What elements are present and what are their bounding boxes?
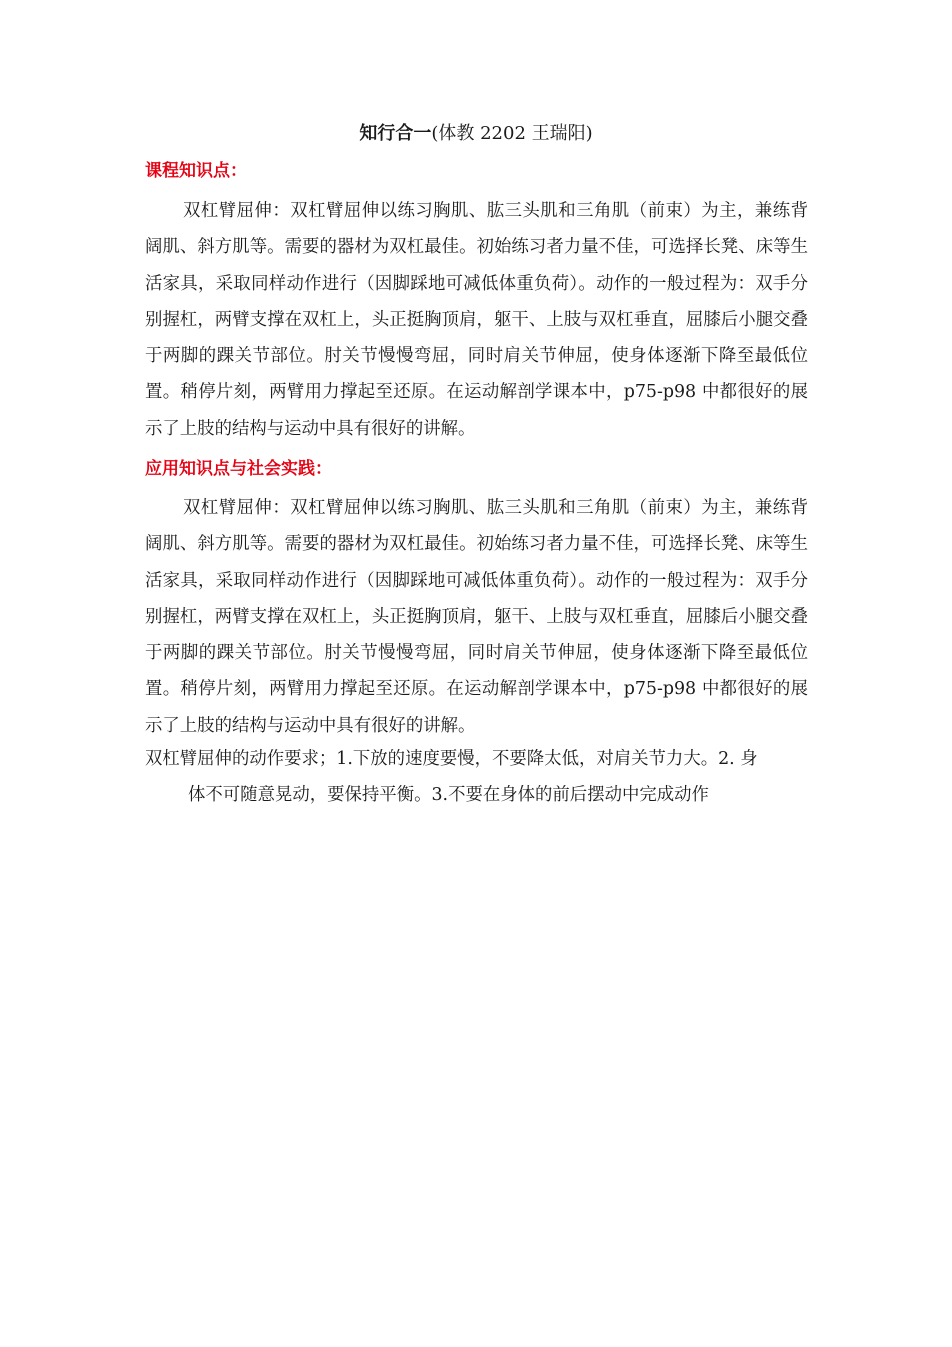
document-title bbox=[0, 121, 952, 147]
section-heading-course-knowledge: 课程知识点： bbox=[145, 161, 247, 181]
title-main: 知行合一 bbox=[359, 123, 432, 144]
section-heading-application-practice: 应用知识点与社会实践： bbox=[145, 459, 332, 479]
title-author: (体教 2202 王瑞阳) bbox=[431, 123, 593, 144]
requirements-line-2: 体不可随意晃动，要保持平衡。3.不要在身体的前后摆动中完成动作 bbox=[188, 785, 709, 805]
course-knowledge-paragraph: 双杠臂屈伸：双杠臂屈伸以练习胸肌、肱三头肌和三角肌（前束）为主，兼练背阔肌、斜方肌等。需要的器材为双杠最佳。初始练习者力量不佳，可选择长凳、床等生活家具，采取同样动作进行（因脚踩地可减低体重负荷）。动作的一般过程为：双手分别握杠，两臂支撑在双杠上，头正挺胸顶肩，躯干、上肢与双杠垂直，屈膝后小腿交叠于两脚的踝关节部位。肘关节慢慢弯屈，同时肩关节伸屈，使身体逐渐下降至最低位置。稍停片刻，两臂用力撑起至还原。在运动解剖学课本中，p75-p98 中都很好的展示了上肢的结构与运动中具有很好的讲解。 bbox=[145, 201, 808, 439]
application-practice-paragraph: 双杠臂屈伸：双杠臂屈伸以练习胸肌、肱三头肌和三角肌（前束）为主，兼练背阔肌、斜方肌等。需要的器材为双杠最佳。初始练习者力量不佳，可选择长凳、床等生活家具，采取同样动作进行（因脚踩地可减低体重负荷）。动作的一般过程为：双手分别握杠，两臂支撑在双杠上，头正挺胸顶肩，躯干、上肢与双杠垂直，屈膝后小腿交叠于两脚的踝关节部位。肘关节慢慢弯屈，同时肩关节伸屈，使身体逐渐下降至最低位置。稍停片刻，两臂用力撑起至还原。在运动解剖学课本中，p75-p98 中都很好的展示了上肢的结构与运动中具有很好的讲解。 bbox=[145, 498, 808, 736]
requirements-line-1: 双杠臂屈伸的动作要求；1.下放的速度要慢，不要降太低，对肩关节力大。2. 身 bbox=[145, 749, 758, 769]
